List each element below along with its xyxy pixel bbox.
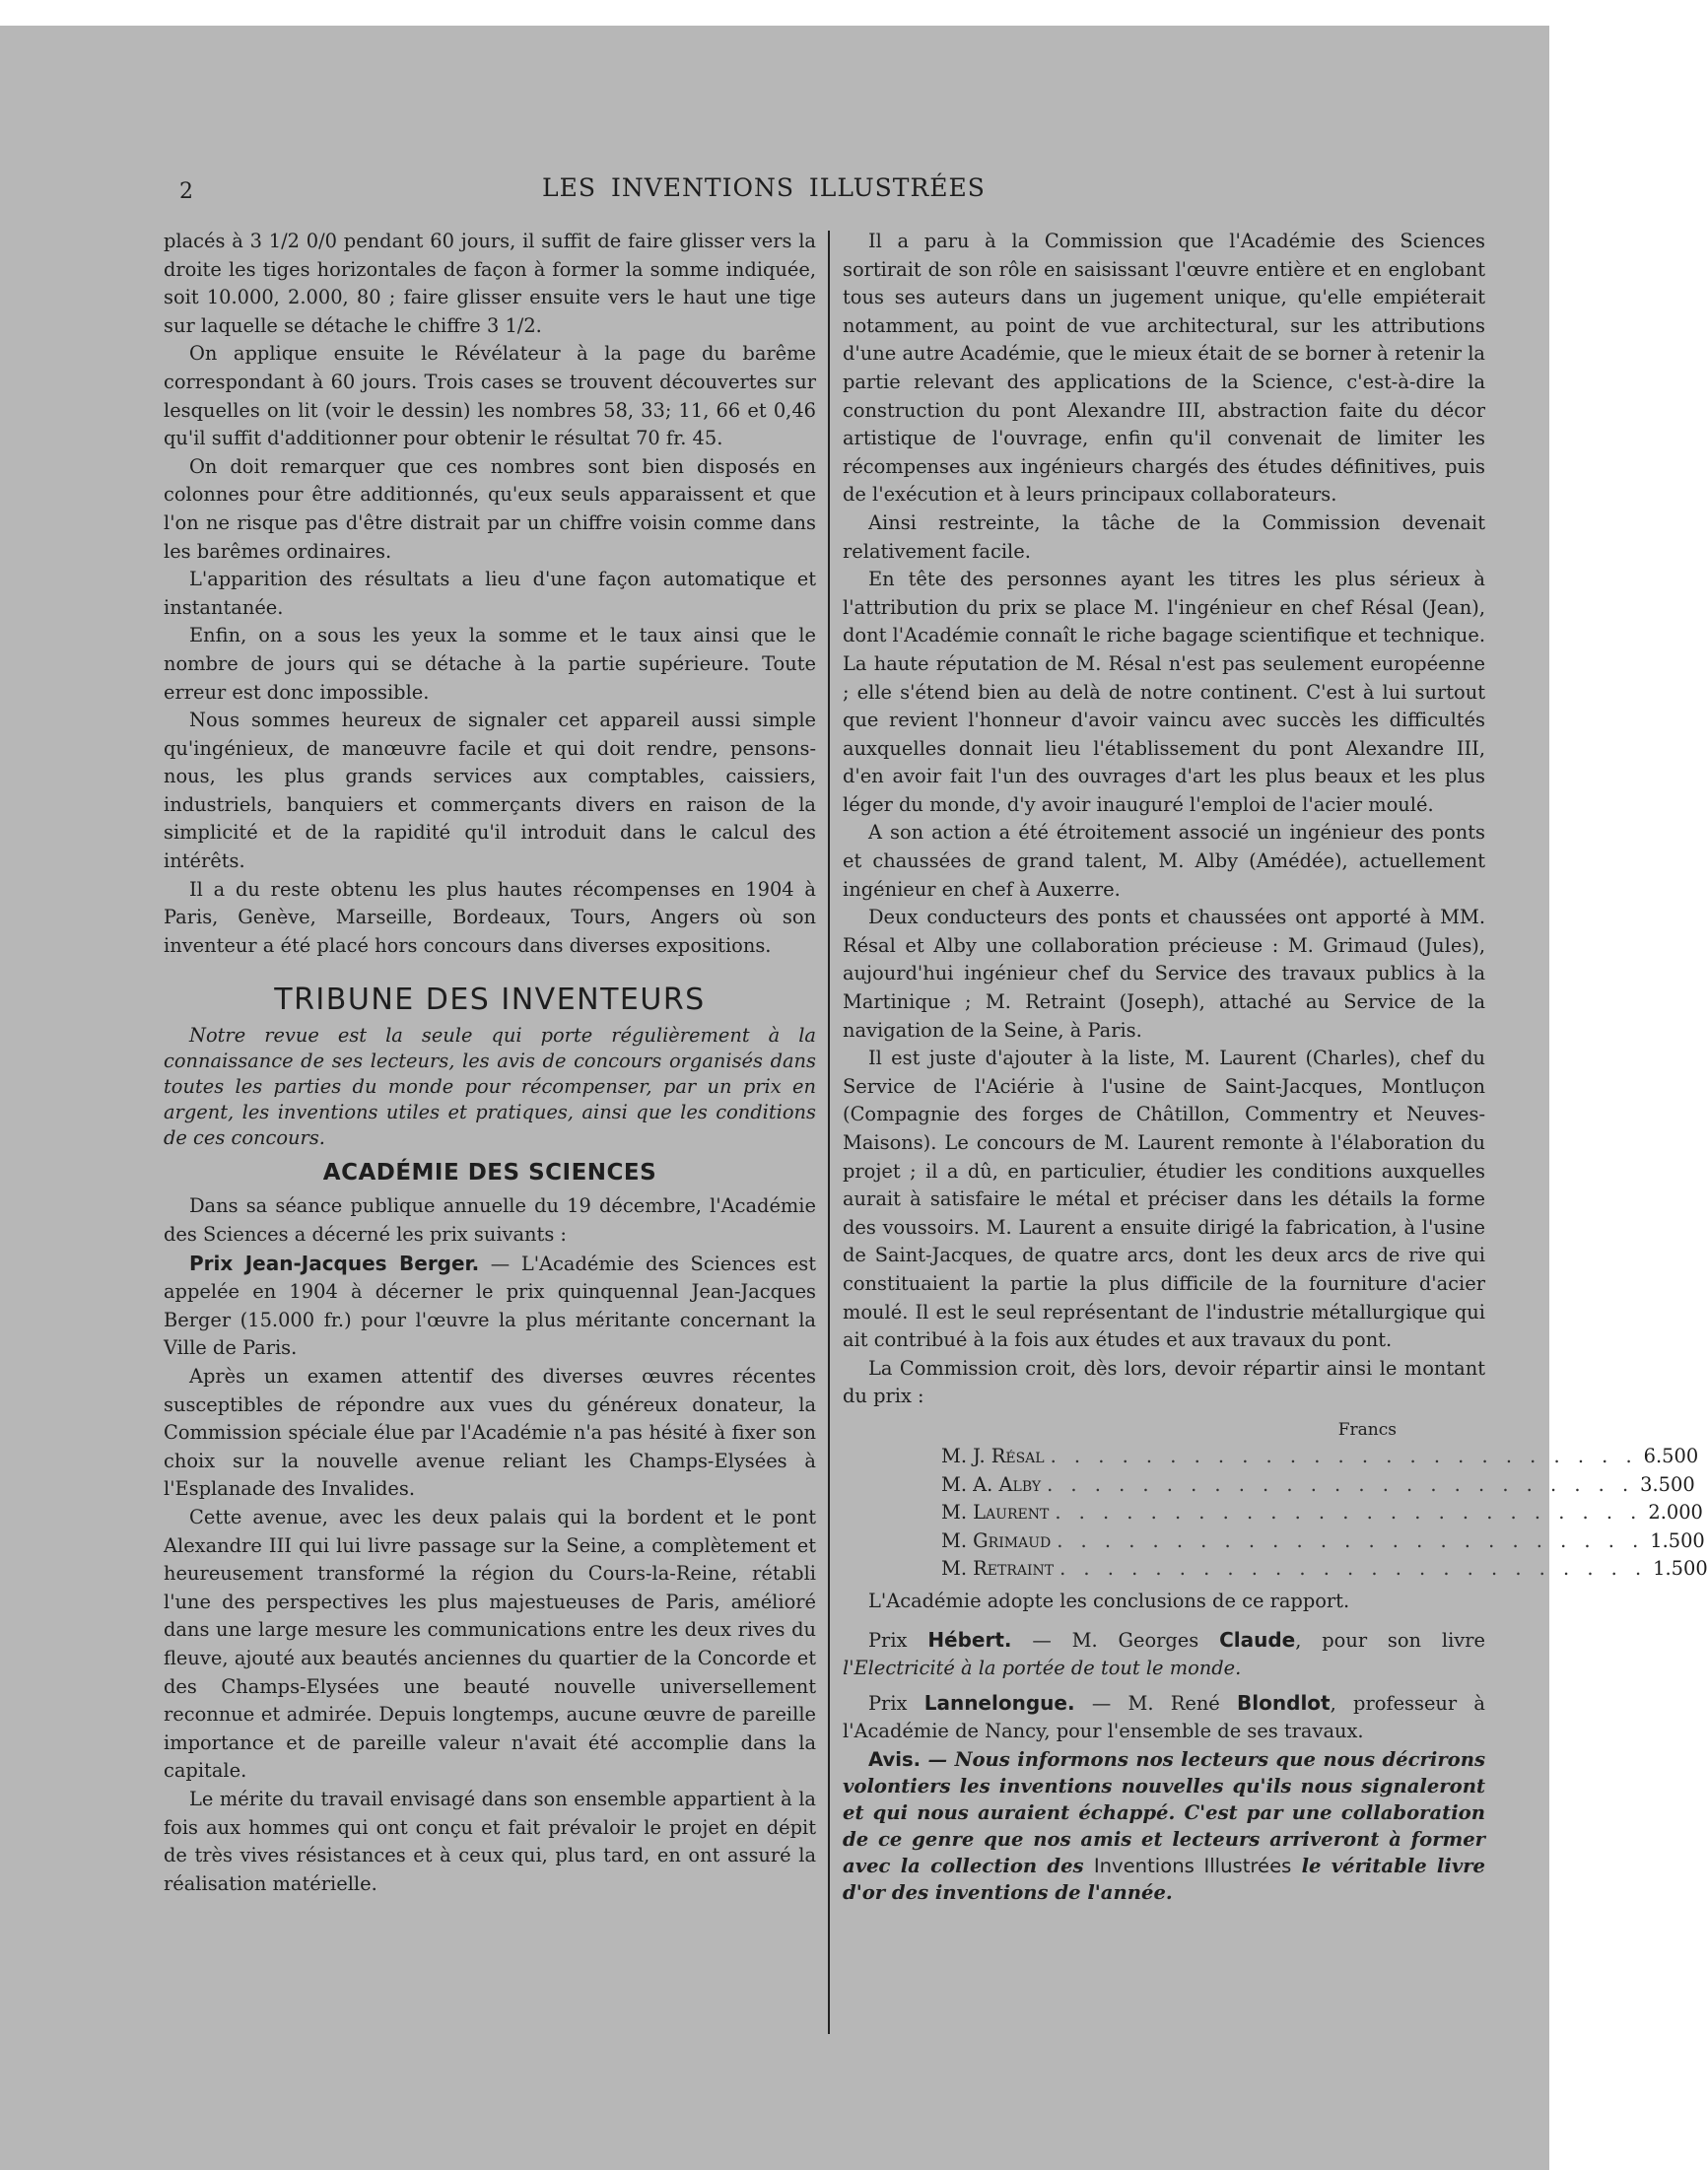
article-paragraph: On doit remarquer que ces nombres sont bien disposés en colonnes pour être additionnés, qu'eux seuls apparaissent et que l'on ne risque pas d'être distrait par un chiffre voisin comme dans les barêmes ordinaires. xyxy=(164,454,816,563)
prize-recipient: M. Retraint xyxy=(941,1557,1055,1581)
adoption-note: L'Académie adopte les conclusions de ce rapport. xyxy=(868,1589,1350,1612)
prize-recipient: M. J. Résal xyxy=(941,1444,1045,1467)
lannelongue-rest: , professeur à l'Académie de Nancy, pour l'ensemble de ses travaux. xyxy=(843,1691,1485,1743)
lannelongue-laureate: Blondlot xyxy=(1237,1690,1331,1715)
lannelongue-paragraph xyxy=(843,1689,1485,1746)
hebert-paragraph xyxy=(843,1626,1485,1683)
hebert-laureate: Claude xyxy=(1219,1627,1296,1652)
scanned-page xyxy=(0,26,1708,2170)
running-title: LES INVENTIONS ILLUSTRÉES xyxy=(542,173,986,202)
prize-row xyxy=(843,1555,1708,1584)
article-paragraph: Après un examen attentif des diverses œuvres récentes susceptibles de répondre aux vues du généreux donateur, la Commission spéciale élue par l'Académie n'a pas hésité à fixer son choix sur la nouvelle avenue reliant les Champs-Elysées à l'Esplanade des Invalides. xyxy=(164,1365,816,1501)
tribune-text: Notre revue est la seule qui porte régulièrement à la connaissance de ses lecteurs, les avis de concours organisés dans toutes les parties du monde pour récompenser, par un prix en argent, les inventions utiles et pratiques, ainsi que les conditions de ces concours. xyxy=(164,1024,816,1150)
academie-intro: Dans sa séance publique annuelle du 19 décembre, l'Académie des Sciences a décerné les prix suivants : xyxy=(164,1194,816,1247)
avis-text: — Nous informons nos lecteurs que nous décrirons volontiers les inventions nouvelles qu'ils nous signaleront et qui nous auraient échappé. C'est par une collaboration de ce genre que nos amis et lecteurs arriveront à former avec la collection des xyxy=(843,1747,1485,1877)
article-paragraph: Cette avenue, avec les deux palais qui la bordent et le pont Alexandre III qui lui livre passage sur la Seine, a complètement et heureusement transformé la région du Cours-la-Reine, rétabli l'une des perspectives les plus majestueuses de Paris, amélioré dans une large mesure les communications entre les deux rives du fleuve, ajouté aux beautés anciennes du quartier de la Concorde et des Champs-Elysées une beauté nouvelle universellement reconnue et admirée. Depuis longtemps, aucune œuvre de pareille importance et de pareille valeur n'avait été accomplie dans la capitale. xyxy=(164,1505,816,1783)
prize-recipient: M. Laurent xyxy=(941,1501,1050,1525)
avis-title: Inventions Illustrées xyxy=(1093,1854,1292,1877)
prize-row xyxy=(843,1527,1705,1556)
prize-row xyxy=(843,1499,1703,1527)
prize-amount: 6.500 xyxy=(1643,1444,1699,1467)
berger-paragraph xyxy=(164,1250,816,1363)
prize-recipient: M. A. Alby xyxy=(941,1472,1042,1496)
prize-row xyxy=(843,1471,1695,1500)
left-column xyxy=(164,228,816,1898)
article-paragraph: Il a paru à la Commission que l'Académie des Sciences sortirait de son rôle en saisissant l'œuvre entière et en englobant tous ses auteurs dans un jugement unique, qu'elle empiéterait notamment, au point de vue architectural, sur les attributions d'une autre Académie, que le mieux était de se borner à retenir la partie relevant des applications de la Science, c'est-à-dire la construction du pont Alexandre III, abstraction faite du décor artistique de l'ouvrage, enfin qu'il convenait de limiter les récompenses aux ingénieurs chargés des études définitives, puis de l'exécution et à leurs principaux collaborateurs. xyxy=(843,230,1485,507)
hebert-rest: , pour son livre xyxy=(1295,1628,1486,1652)
leader-dots: . . . . . . . . . . . . . . . . . . . . . . . . . xyxy=(1055,1501,1643,1525)
lannelongue-prefix: Prix xyxy=(868,1691,924,1715)
avis-paragraph xyxy=(843,1746,1485,1906)
hebert-book: l'Electricité à la portée de tout le monde. xyxy=(843,1657,1242,1680)
prize-row xyxy=(843,1443,1699,1471)
article-paragraph: Ainsi restreinte, la tâche de la Commission devenait relativement facile. xyxy=(843,510,1485,563)
lannelongue-text: — M. René xyxy=(1074,1691,1238,1715)
page-number: 2 xyxy=(179,179,193,204)
article-paragraph: La Commission croit, dès lors, devoir répartir ainsi le montant du prix : xyxy=(843,1356,1485,1408)
leader-dots: . . . . . . . . . . . . . . . . . . . . . . . . . xyxy=(1057,1528,1645,1552)
article-paragraph: En tête des personnes ayant les titres les plus sérieux à l'attribution du prix se place M. l'ingénieur en chef Résal (Jean), dont l'Académie connaît le riche bagage scientifique et technique. La haute réputation de M. Résal n'est pas seulement européenne ; elle s'étend bien au delà de notre continent. C'est à lui surtout que revient l'honneur d'avoir vaincu avec succès les difficultés auxquelles donnait lieu l'établissement du pont Alexandre III, d'en avoir fait l'un des ouvrages d'art les plus beaux et les plus léger du monde, d'y avoir inauguré l'emploi de l'acier moulé. xyxy=(843,568,1485,816)
article-paragraph: On applique ensuite le Révélateur à la page du barême correspondant à 60 jours. Trois cases se trouvent découvertes sur lesquelles on lit (voir le dessin) les nombres 58, 33; 11, 66 et 0,46 qu'il suffit d'additionner pour obtenir le résultat 70 fr. 45. xyxy=(164,342,816,450)
article-paragraph: placés à 3 1/2 0/0 pendant 60 jours, il suffit de faire glisser vers la droite les tiges horizontales de façon à former la somme indiquée, soit 10.000, 2.000, 80 ; faire glisser ensuite vers le haut une tige sur laquelle se détache le chiffre 3 1/2. xyxy=(164,230,816,337)
currency-header: Francs xyxy=(1337,1419,1397,1440)
avis-text-end: le véritable livre d'or des inventions de l'année. xyxy=(843,1854,1485,1904)
article-paragraph: Nous sommes heureux de signaler cet appareil aussi simple qu'ingénieux, de manœuvre facile et qui doit rendre, pensons-nous, les plus grands services aux comptables, caissiers, industriels, banquiers et commerçants divers en raison de la simplicité et de la rapidité qu'il introduit dans le calcul des intérêts. xyxy=(164,709,816,873)
prize-recipient: M. Grimaud xyxy=(941,1528,1052,1552)
berger-label: Prix Jean-Jacques Berger. xyxy=(189,1251,480,1275)
avis-label: Avis. xyxy=(868,1747,922,1771)
prize-amount: 1.500 xyxy=(1650,1528,1705,1552)
leader-dots: . . . . . . . . . . . . . . . . . . . . . . . . . xyxy=(1059,1557,1648,1581)
academie-title: ACADÉMIE DES SCIENCES xyxy=(322,1160,657,1187)
column-rule xyxy=(828,231,830,2034)
tribune-title: TRIBUNE DES INVENTEURS xyxy=(274,983,706,1018)
page-header xyxy=(179,173,1348,205)
article-paragraph: Deux conducteurs des ponts et chaussées ont apporté à MM. Résal et Alby une collaboration précieuse : M. Grimaud (Jules), aujourd'hui ingénieur chef du Service des travaux publics à la Martinique ; M. Retraint (Joseph), attaché au Service de la navigation de la Seine, à Paris. xyxy=(843,906,1485,1042)
lannelongue-name: Lannelongue. xyxy=(923,1690,1075,1715)
right-column xyxy=(843,228,1708,1906)
berger-text: — L'Académie des Sciences est appelée en 1904 à décerner le prix quinquennal Jean-Jacques Berger (15.000 fr.) pour l'œuvre la plus méritante concernant la Ville de Paris. xyxy=(164,1252,816,1360)
prize-table xyxy=(843,1417,1708,1584)
prize-amount: 3.500 xyxy=(1640,1472,1695,1496)
leader-dots: . . . . . . . . . . . . . . . . . . . . . . . . . xyxy=(1050,1444,1638,1467)
article-paragraph: Enfin, on a sous les yeux la somme et le taux ainsi que le nombre de jours qui se détache à la partie supérieure. Toute erreur est donc impossible. xyxy=(164,624,816,704)
article-paragraph: Il est juste d'ajouter à la liste, M. Laurent (Charles), chef du Service de l'Aciérie à l'usine de Saint-Jacques, Montluçon (Compagnie des forges de Châtillon, Commentry et Neuves-Maisons). Le concours de M. Laurent remonte à l'élaboration du projet ; il a dû, en particulier, étudier les conditions auxquelles aurait à satisfaire le métal et préciser dans les détails la forme des voussoirs. M. Laurent a ensuite dirigé la fabrication, à l'usine de Saint-Jacques, de quatre arcs, dont les deux arcs de rive qui constituaient la partie la plus difficile de la fourniture d'acier moulé. Il est le seul représentant de l'industrie métallurgique qui ait contribué à la fois aux études et aux travaux du pont. xyxy=(843,1047,1485,1352)
hebert-name: Hébert. xyxy=(927,1627,1012,1652)
leader-dots: . . . . . . . . . . . . . . . . . . . . . . . . . xyxy=(1047,1472,1635,1496)
prize-amount: 2.000 xyxy=(1648,1501,1703,1525)
article-paragraph: A son action a été étroitement associé un ingénieur des ponts et chaussées de grand talent, M. Alby (Amédée), actuellement ingénieur en chef à Auxerre. xyxy=(843,821,1485,901)
prize-amount: 1.500 xyxy=(1653,1557,1708,1581)
article-paragraph: Le mérite du travail envisagé dans son ensemble appartient à la fois aux hommes qui ont conçu et fait prévaloir le projet en dépit de très vives résistances et à ceux qui, plus tard, en ont assuré la réalisation matérielle. xyxy=(164,1787,816,1895)
hebert-text: — M. Georges xyxy=(1011,1628,1220,1652)
hebert-prefix: Prix xyxy=(868,1628,928,1652)
article-paragraph: L'apparition des résultats a lieu d'une façon automatique et instantanée. xyxy=(164,568,816,619)
article-paragraph: Il a du reste obtenu les plus hautes récompenses en 1904 à Paris, Genève, Marseille, Bordeaux, Tours, Angers où son inventeur a été placé hors concours dans diverses expositions. xyxy=(164,877,816,957)
